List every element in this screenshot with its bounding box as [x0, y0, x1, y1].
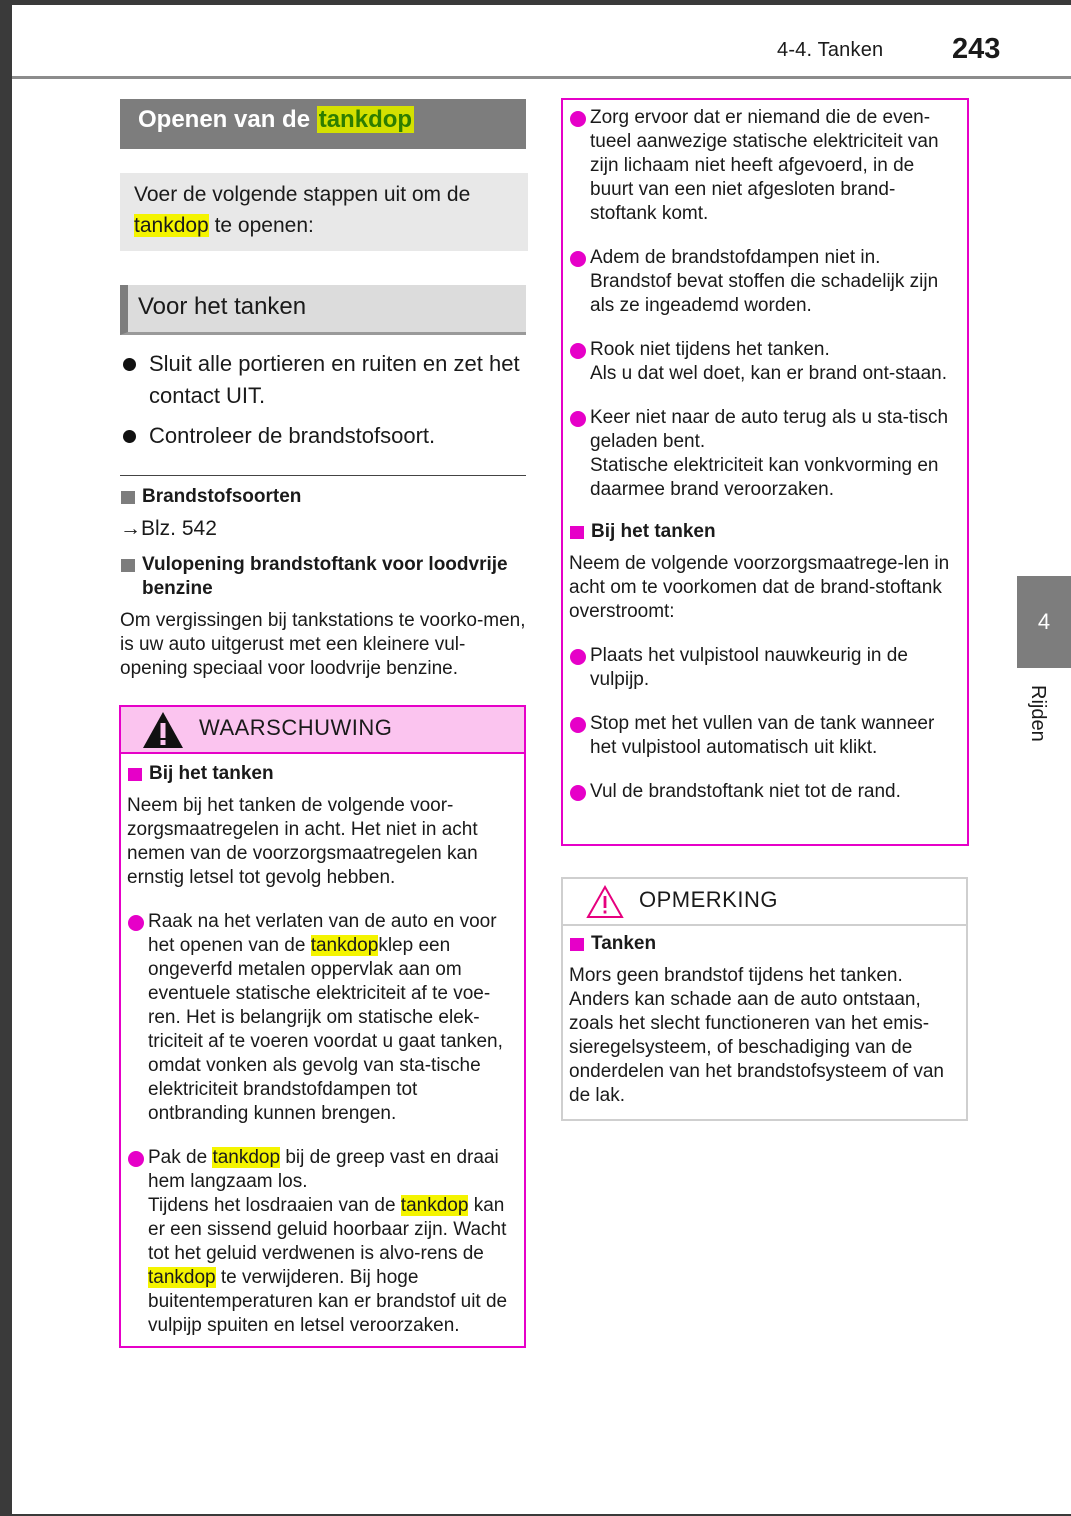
list-item [120, 348, 530, 412]
warning-header [121, 707, 524, 754]
bullet-icon [128, 1151, 144, 1167]
list-item [569, 246, 957, 318]
bullet-icon [570, 785, 586, 801]
info-section [120, 485, 530, 681]
list-item-text: Raak na het verlaten van de auto en voor het openen van de [148, 911, 497, 956]
caution-triangle-icon [585, 884, 625, 920]
page-number: 243 [952, 33, 1001, 65]
list-item-text: Brandstof bevat stoffen die schadelijk zijn als ze ingeademd worden. [590, 271, 939, 316]
list-item-text: kan er een sissend geluid hoorbaar zijn. Wacht tot het geluid verdwenen is alvo-rens de [148, 1195, 507, 1264]
list-item-text: Keer niet naar de auto terug als u sta-tisch geladen bent. [590, 407, 949, 452]
intro-line: Voer de volgende stappen uit om de [134, 183, 471, 206]
square-bullet-icon [570, 938, 584, 951]
square-bullet-icon [121, 491, 135, 504]
list-item-text: Sluit alle portieren en ruiten en zet het contact UIT. [149, 351, 520, 408]
bullet-icon [570, 649, 586, 665]
warning-subheading-text: Bij het tanken [149, 763, 274, 784]
list-item-text: klep een ongeverfd metalen oppervlak aan om eventuele statische elektriciteit af te voe-ren. Het is belangrijk om statische elek-triciteit af te voeren voordat u gaat tanken, omdat vonken als gevolg van sta-tische elektriciteit brandstofdampen tot ontbranding kunnen brengen. [148, 935, 503, 1124]
square-bullet-icon [121, 559, 135, 572]
chapter-tab-number: 4 [1037, 609, 1051, 634]
warning-triangle-icon [141, 709, 185, 751]
page-reference-link[interactable]: →Blz. 542 [120, 517, 217, 540]
list-item-text: bij de greep vast en draai hem langzaam los. [148, 1147, 499, 1192]
square-bullet-icon [128, 768, 142, 781]
bullet-icon [570, 717, 586, 733]
step-list [120, 348, 530, 460]
subsection-header: Voor het tanken [120, 285, 526, 335]
search-highlight: tankdop [212, 1147, 281, 1168]
note-header [563, 879, 966, 926]
list-item-text: Tijdens het losdraaien van de [148, 1195, 401, 1216]
search-highlight: tankdop [310, 935, 379, 956]
list-item-text: Plaats het vulpistool nauwkeurig in de vulpijp. [590, 645, 908, 690]
list-item-text: Stop met het vullen van de tank wanneer het vulpistool automatisch uit klikt. [590, 713, 935, 758]
warning-label: WAARSCHUWING [199, 715, 393, 740]
search-highlight: tankdop [134, 214, 209, 237]
note-subheading-text: Tanken [591, 933, 657, 954]
warning-intro: Neem bij het tanken de volgende voor-zorgsmaatregelen in acht. Het niet in acht nemen van de voorzorgsmaatregelen kan ernstig letsel tot gevolg hebben. [127, 795, 478, 888]
note-label: OPMERKING [639, 887, 778, 912]
bullet-icon [570, 251, 586, 267]
list-item [569, 780, 957, 804]
info-heading-text: Vulopening brandstoftank voor loodvrije benzine [142, 554, 508, 599]
list-item-text: Als u dat wel doet, kan er brand ont-staan. [590, 363, 947, 384]
list-item-text: Controleer de brandstofsoort. [149, 423, 436, 448]
warning-subheading [127, 762, 518, 786]
list-item [569, 106, 957, 226]
list-item [569, 712, 957, 760]
note-box [561, 877, 968, 1121]
divider [120, 475, 526, 476]
square-bullet-icon [570, 526, 584, 539]
info-heading-text: Brandstofsoorten [142, 486, 302, 507]
search-highlight: tankdop [400, 1195, 469, 1216]
list-item [569, 406, 957, 502]
warning-body [121, 754, 524, 1338]
note-subheading [569, 932, 958, 956]
list-item [569, 644, 957, 692]
manual-page [12, 5, 1071, 1514]
bullet-icon [128, 915, 144, 931]
search-highlight: tankdop [148, 1267, 216, 1288]
bullet-icon [570, 111, 586, 127]
bullet-icon [123, 358, 136, 371]
list-item [127, 910, 518, 1126]
list-item [120, 420, 530, 452]
info-heading [120, 485, 530, 509]
info-paragraph: Om vergissingen bij tankstations te voorko-men, is uw auto uitgerust met een kleinere vul-opening speciaal voor loodvrije benzine. [120, 610, 526, 679]
intro-box [120, 173, 528, 251]
warning-box-continued [561, 98, 969, 846]
list-item-text: Adem de brandstofdampen niet in. [590, 247, 881, 268]
warning-intro: Neem de volgende voorzorgsmaatrege-len in acht om te voorkomen dat de brand-stoftank overstroomt: [569, 553, 950, 622]
section-title [120, 99, 526, 149]
note-text: Mors geen brandstof tijdens het tanken. Anders kan schade aan de auto ontstaan, zoals het slecht functioneren van het emis-sieregelsysteem, of beschadiging van de onderdelen van het brandstofsysteem of van de lak. [569, 965, 944, 1106]
header-divider [12, 76, 1071, 79]
list-item [569, 338, 957, 386]
warning-subheading [569, 520, 957, 544]
list-item-text: Vul de brandstoftank niet tot de rand. [590, 781, 901, 802]
intro-rest: te openen: [208, 214, 314, 237]
list-item-text: Zorg ervoor dat er niemand die de even-tueel aanwezige statische elektriciteit van zijn lichaam niet heeft afgevoerd, in de buurt van een niet afgesloten brand-stoftank komt. [590, 107, 939, 224]
info-heading [120, 553, 530, 601]
bullet-icon [570, 411, 586, 427]
search-highlight: tankdop [318, 106, 413, 133]
chapter-tab-label: Rijden [1027, 685, 1049, 742]
warning-box [119, 705, 526, 1348]
list-item-text: te verwijderen. Bij hoge buitentemperaturen kan er brandstof uit de vulpijp spuiten en letsel veroorzaken. [148, 1267, 508, 1336]
list-item [127, 1146, 518, 1338]
note-body [563, 926, 966, 1108]
chapter-title: 4-4. Tanken [777, 39, 884, 61]
bullet-icon [123, 430, 136, 443]
list-item-text: Pak de [148, 1147, 213, 1168]
section-title-text: Openen van de [138, 106, 317, 133]
bullet-icon [570, 343, 586, 359]
list-item-text: Rook niet tijdens het tanken. [590, 339, 830, 360]
list-item-text: Statische elektriciteit kan vonkvorming en daarmee brand veroorzaken. [590, 455, 939, 500]
warning-subheading-text: Bij het tanken [591, 521, 716, 542]
chapter-tab[interactable] [1017, 576, 1071, 668]
